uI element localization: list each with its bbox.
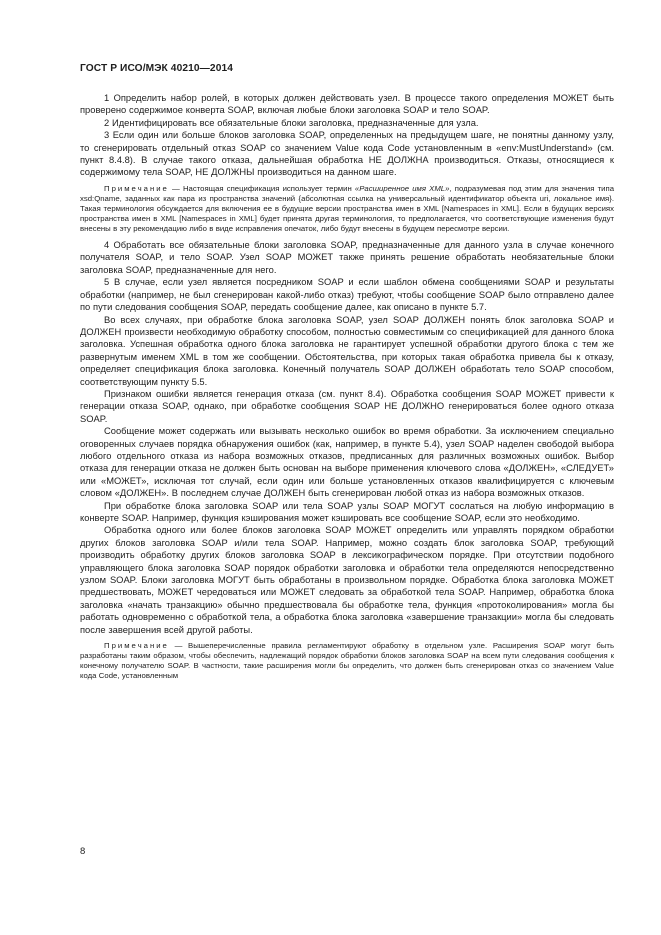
page-number: 8 [80, 846, 86, 857]
note-2-label: Примечание [104, 641, 169, 651]
page-body [80, 92, 614, 681]
paragraph-processing-order: Обработка одного или более блоков заголовка SOAP МОЖЕТ определить или управлять порядком обработки других блоков заголовка SOAP и/или тела SOAP. Например, можно создать блок заголовка SOAP, требующий производить обработку других блоков заголовка SOAP в лексикографическом порядке. При отсутствии подобного управляющего блока заголовка SOAP порядок обработки заголовка и обработки тела определяются непосредственно узлом SOAP. Блоки заголовка МОГУТ быть обработаны в произвольном порядке. Обработка блока заголовка МОЖЕТ предшествовать, МОЖЕТ чередоваться или МОЖЕТ следовать за обработкой тела SOAP. Например, обработка блока заголовка «начать транзакцию» обычно предшествовала бы обработке тела, функция «протоколирования» могла бы работать одновременно с обработкой тела, а обработка блока заголовка «завершение транзакции» могла бы следовать после завершения всей другой работы. [80, 525, 614, 635]
note-1-label: Примечание [104, 183, 169, 193]
paragraph-step-2: 2 Идентифицировать все обязательные блоки заголовка, предназначенные для узла. [104, 117, 479, 128]
note-2-text: — Вышеперечисленные правила регламентируют обработку в отдельном узле. Расширения SOAP могут быть разработаны таким образом, чтобы обеспечить, надлежащий порядок обработки блоков заголовка SOAP на всем пути следования сообщения к конечному получателю SOAP. В частности, такие расширения могли бы определить, что должен быть сгенерирован отказ со значением Value кода Code, установленным [80, 641, 614, 681]
paragraph-step-5: 5 В случае, если узел является посредником SOAP и если шаблон обмена сообщениями SOAP и результаты обработки (например, не был сгенерирован какой-либо отказ) требуют, чтобы сообщение SOAP было отправлено далее по пути следования сообщения SOAP, передать сообщение далее, как описано в пункте 5.7. [80, 277, 614, 313]
note-2 [80, 641, 614, 681]
paragraph-step-1: 1 Определить набор ролей, в которых должен действовать узел. В процессе такого определения МОЖЕТ быть проверено содержимое конверта SOAP, включая любые блоки заголовка SOAP и тело SOAP. [80, 93, 614, 116]
note-1-text-after: , подразумевая под этим для значения типа xsd:Qname, заданных как пара из пространства значений {абсолютная ссылка на универсальный идентификатор объекта uri, локальное имя}. Такая терминология обсуждается для включения ее в будущие версии пространства имен в XML [Namespaces in XML]. Если в будущих версиях пространства имен в XML [Namespaces in XML] будет принята другая терминология, то предполагается, что соответствующие изменения будут внесены в эту рекомендацию либо в виде исправления опечаток, либо будут внесены в будущем пересмотре версии. [80, 183, 615, 234]
paragraph-envelope-info: При обработке блока заголовка SOAP или тела SOAP узлы SOAP МОГУТ сослаться на любую информацию в конверте SOAP. Например, функция кэширования может кэшировать все сообщение SOAP, если это необходимо. [80, 500, 614, 524]
note-1 [80, 184, 614, 234]
document-header: ГОСТ Р ИСО/МЭК 40210—2014 [80, 63, 233, 74]
paragraph-error-sign: Признаком ошибки является генерация отказа (см. пункт 8.4). Обработка сообщения SOAP МОЖЕТ привести к генерации отказа SOAP, однако, при обработке сообщения SOAP НЕ ДОЛЖНО генерироваться более одного отказа SOAP. [80, 388, 614, 424]
paragraph-all-cases: Во всех случаях, при обработке блока заголовка SOAP, узел SOAP ДОЛЖЕН понять блок заголовка SOAP и ДОЛЖЕН произвести необходимую обработку способом, полностью совместимым со спецификацией для данного блока заголовка. Успешная обработка одного блока заголовка не гарантирует успешной обработки другого блока с тем же развернутым именем XML в том же сообщении. Обстоятельства, при которых такая обработка привела бы к отказу, определяет спецификация блока заголовка. Конечный получатель SOAP ДОЛЖЕН обработать тело SOAP способом, соответствующим пункту 5.5. [80, 314, 614, 387]
paragraph-multiple-errors: Сообщение может содержать или вызывать несколько ошибок во время обработки. За исключением специально оговоренных случаев порядка обнаружения ошибок (как, например, в пункте 5.4), узел SOAP наделен свободой выбора любого отдельного отказа из набора возможных отказов, предписанных для различных возможных ошибок. Выбор отказа для генерации отказа не должен быть основан на выборе применения ключевого слова «ДОЛЖЕН», «СЛЕДУЕТ» или «МОЖЕТ», исключая тот случай, если один или больше установленных отказов квалифицируется с ключевым словом «ДОЛЖЕН». В последнем случае ДОЛЖЕН быть сгенерирован любой отказ из набора возможных отказов. [80, 426, 614, 499]
note-1-text-before: — Настоящая спецификация использует термин [168, 183, 355, 193]
paragraph-step-3: 3 Если один или больше блоков заголовка SOAP, определенных на предыдущем шаге, не понятны данному узлу, то сгенерировать отдельный отказ SOAP со значением Value кода Code установленным в «env:MustUnderstand» (см. пункт 8.4.8). В случае такого отказа, дальнейшая обработка НЕ ДОЛЖНА производиться. Отказы, относящиеся к содержимому тела SOAP, НЕ ДОЛЖНЫ производиться на данном шаге. [80, 130, 614, 178]
note-1-term: «Расширенное имя XML» [354, 183, 450, 193]
paragraph-step-4: 4 Обработать все обязательные блоки заголовка SOAP, предназначенные для данного узла в случае конечного получателя SOAP, и тело SOAP. Узел SOAP МОЖЕТ также принять решение обработать необязательные блоки заголовка SOAP, предназначенные для него. [80, 240, 614, 275]
